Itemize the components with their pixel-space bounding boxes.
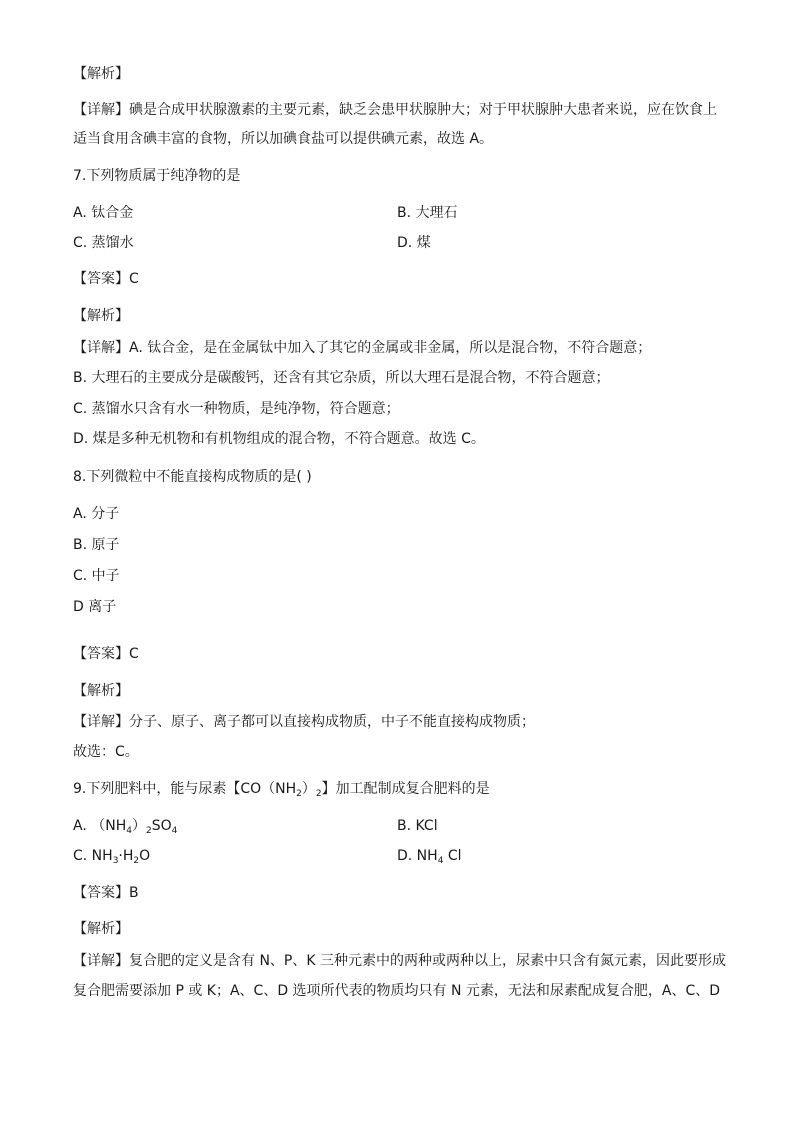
- q7-question: 7.下列物质属于纯净物的是: [73, 168, 241, 184]
- q7-option-b: B. 大理石: [397, 205, 458, 221]
- q9-analysis-heading: 【解析】: [73, 921, 129, 937]
- q7-answer: 【答案】C: [73, 271, 139, 287]
- q8-detail-line-1: 【详解】分子、原子、离子都可以直接构成物质，中子不能直接构成物质；: [73, 714, 535, 730]
- q7-detail-line-1: 【详解】A. 钛合金，是在金属钛中加入了其它的金属或非金属，所以是混合物，不符合题意；: [73, 340, 652, 356]
- q7-detail-line-3: C. 蒸馏水只含有水一种物质，是纯净物，符合题意；: [73, 401, 400, 417]
- q7-option-d: D. 煤: [397, 235, 431, 251]
- q9-option-d: D. $NH_4$ Cl: [397, 848, 462, 866]
- q8-option-a: A. 分子: [73, 506, 120, 522]
- q8-analysis-heading: 【解析】: [73, 683, 129, 699]
- q7-option-a: A. 钛合金: [73, 205, 134, 221]
- q9-detail-line-2: 复合肥需要添加 P 或 K；A、C、D 选项所代表的物质均只有 N 元素，无法和尿素配成复合肥，A、C、D: [73, 983, 721, 999]
- q9-answer: 【答案】B: [73, 885, 139, 901]
- q7-detail-line-2: B. 大理石的主要成分是碳酸钙，还含有其它杂质，所以大理石是混合物，不符合题意；: [73, 370, 610, 386]
- q8-option-c: C. 中子: [73, 568, 120, 584]
- q9-detail-line-1: 【详解】复合肥的定义是含有 N、P、K 三种元素中的两种或两种以上，尿素中只含有氮元素，因此要形成: [73, 953, 726, 969]
- q9-option-c: C. $NH_3\cdot H_2O$: [73, 848, 151, 866]
- q7-option-c: C. 蒸馏水: [73, 235, 134, 251]
- q6-detail-line-2: 适当食用含碘丰富的食物，所以加碘食盐可以提供碘元素，故选 A。: [73, 131, 494, 147]
- q9-option-b: B. KCl: [397, 818, 438, 834]
- q8-answer: 【答案】C: [73, 646, 139, 662]
- q6-analysis-heading: 【解析】: [73, 66, 129, 82]
- q9-option-a: A. $(NH_4)_2SO_4$: [73, 818, 178, 836]
- q7-analysis-heading: 【解析】: [73, 308, 129, 324]
- q7-detail-line-4: D. 煤是多种无机物和有机物组成的混合物，不符合题意。故选 C。: [73, 431, 485, 447]
- q8-option-d: D 离子: [73, 599, 117, 615]
- q8-question: 8.下列微粒中不能直接构成物质的是( ): [73, 469, 312, 485]
- q8-option-b: B. 原子: [73, 537, 120, 553]
- q9-question: 9.下列肥料中，能与尿素【$CO(NH_2)_2$】加工配制成复合肥料的是: [73, 781, 490, 799]
- q6-detail-line-1: 【详解】碘是合成甲状腺激素的主要元素，缺乏会患甲状腺肿大；对于甲状腺肿大患者来说，应在饮食上: [73, 102, 717, 118]
- q8-detail-line-2: 故选：C。: [73, 744, 139, 760]
